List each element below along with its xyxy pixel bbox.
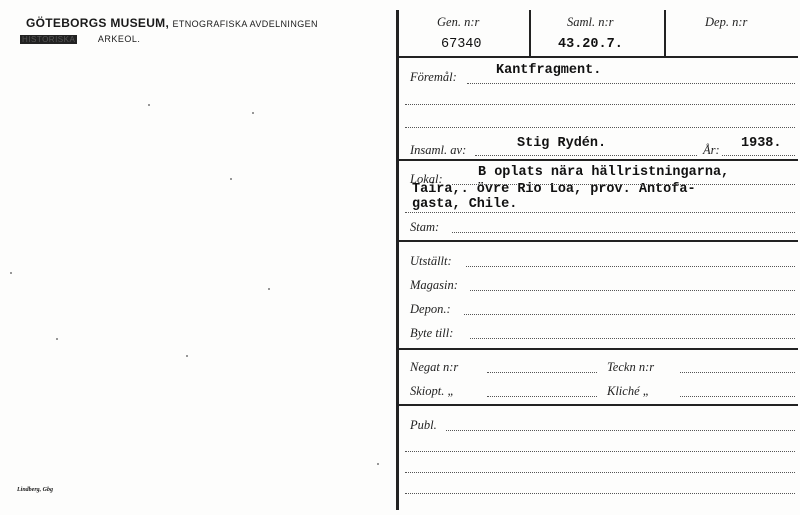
field-line bbox=[722, 155, 795, 156]
foremal-value: Kantfragment. bbox=[496, 63, 602, 78]
paper-speck bbox=[186, 355, 188, 357]
section-rule bbox=[396, 404, 798, 406]
gen-label: Gen. n:r bbox=[437, 15, 480, 29]
field-line bbox=[470, 338, 795, 339]
saml-value: 43.20.7. bbox=[558, 37, 623, 52]
column-divider bbox=[529, 10, 531, 56]
field-line bbox=[487, 372, 597, 373]
field-line bbox=[464, 314, 795, 315]
field-line bbox=[405, 212, 795, 213]
department-name: ETNOGRAFISKA AVDELNINGEN bbox=[172, 19, 318, 29]
museum-heading bbox=[26, 16, 318, 30]
field-line bbox=[467, 83, 795, 84]
form-left-border bbox=[396, 10, 399, 510]
lokal-line-2: Taira,. övre Rio Loa, prov. Antofa- bbox=[412, 182, 696, 197]
section-line bbox=[20, 34, 140, 44]
field-line bbox=[466, 266, 795, 267]
field-line bbox=[446, 430, 795, 431]
field-line bbox=[405, 451, 795, 452]
field-line bbox=[405, 104, 795, 105]
insaml-label: Insaml. av: bbox=[410, 143, 467, 157]
field-line bbox=[452, 184, 795, 185]
field-line bbox=[680, 372, 795, 373]
museum-name: GÖTEBORGS MUSEUM, bbox=[26, 16, 170, 30]
foremal-label: Föremål: bbox=[410, 70, 457, 84]
paper-speck bbox=[10, 272, 12, 274]
struck-word: HISTORISKA bbox=[22, 35, 76, 44]
field-line bbox=[470, 290, 795, 291]
field-line bbox=[475, 155, 697, 156]
utstallt-label: Utställt: bbox=[410, 254, 452, 268]
magasin-label: Magasin: bbox=[410, 278, 458, 292]
lokal-line-3: gasta, Chile. bbox=[412, 197, 518, 212]
gen-value: 67340 bbox=[441, 37, 482, 52]
paper-speck bbox=[56, 338, 58, 340]
depon-label: Depon.: bbox=[410, 302, 451, 316]
section-rule bbox=[396, 348, 798, 350]
field-line bbox=[680, 396, 795, 397]
ar-label: År: bbox=[703, 143, 720, 157]
field-line bbox=[405, 493, 795, 494]
paper-speck bbox=[268, 288, 270, 290]
saml-label: Saml. n:r bbox=[567, 15, 614, 29]
header-rule bbox=[396, 56, 798, 58]
lokal-label: Lokal: bbox=[410, 172, 443, 186]
paper-speck bbox=[252, 112, 254, 114]
publ-label: Publ. bbox=[410, 418, 437, 432]
field-line bbox=[487, 396, 597, 397]
skiopt-label: Skiopt. „ bbox=[410, 384, 455, 398]
lokal-line-1: B oplats nära hällristningarna, bbox=[478, 165, 730, 180]
paper-speck bbox=[377, 463, 379, 465]
column-divider bbox=[664, 10, 666, 56]
section-rule bbox=[396, 240, 798, 242]
printer-mark: Lindberg, Gbg bbox=[17, 487, 53, 493]
byte-till-label: Byte till: bbox=[410, 326, 454, 340]
paper-speck bbox=[148, 104, 150, 106]
stam-label: Stam: bbox=[410, 220, 440, 234]
insaml-value: Stig Rydén. bbox=[517, 136, 607, 151]
teckn-label: Teckn n:r bbox=[607, 360, 655, 374]
field-line bbox=[452, 232, 795, 233]
negat-label: Negat n:r bbox=[410, 360, 459, 374]
section-name: ARKEOL. bbox=[97, 34, 141, 44]
dep-label: Dep. n:r bbox=[705, 15, 748, 29]
field-line bbox=[405, 472, 795, 473]
ar-value: 1938. bbox=[741, 136, 782, 151]
kliche-label: Kliché „ bbox=[607, 384, 650, 398]
field-line bbox=[405, 127, 795, 128]
section-rule bbox=[396, 159, 798, 161]
paper-speck bbox=[230, 178, 232, 180]
